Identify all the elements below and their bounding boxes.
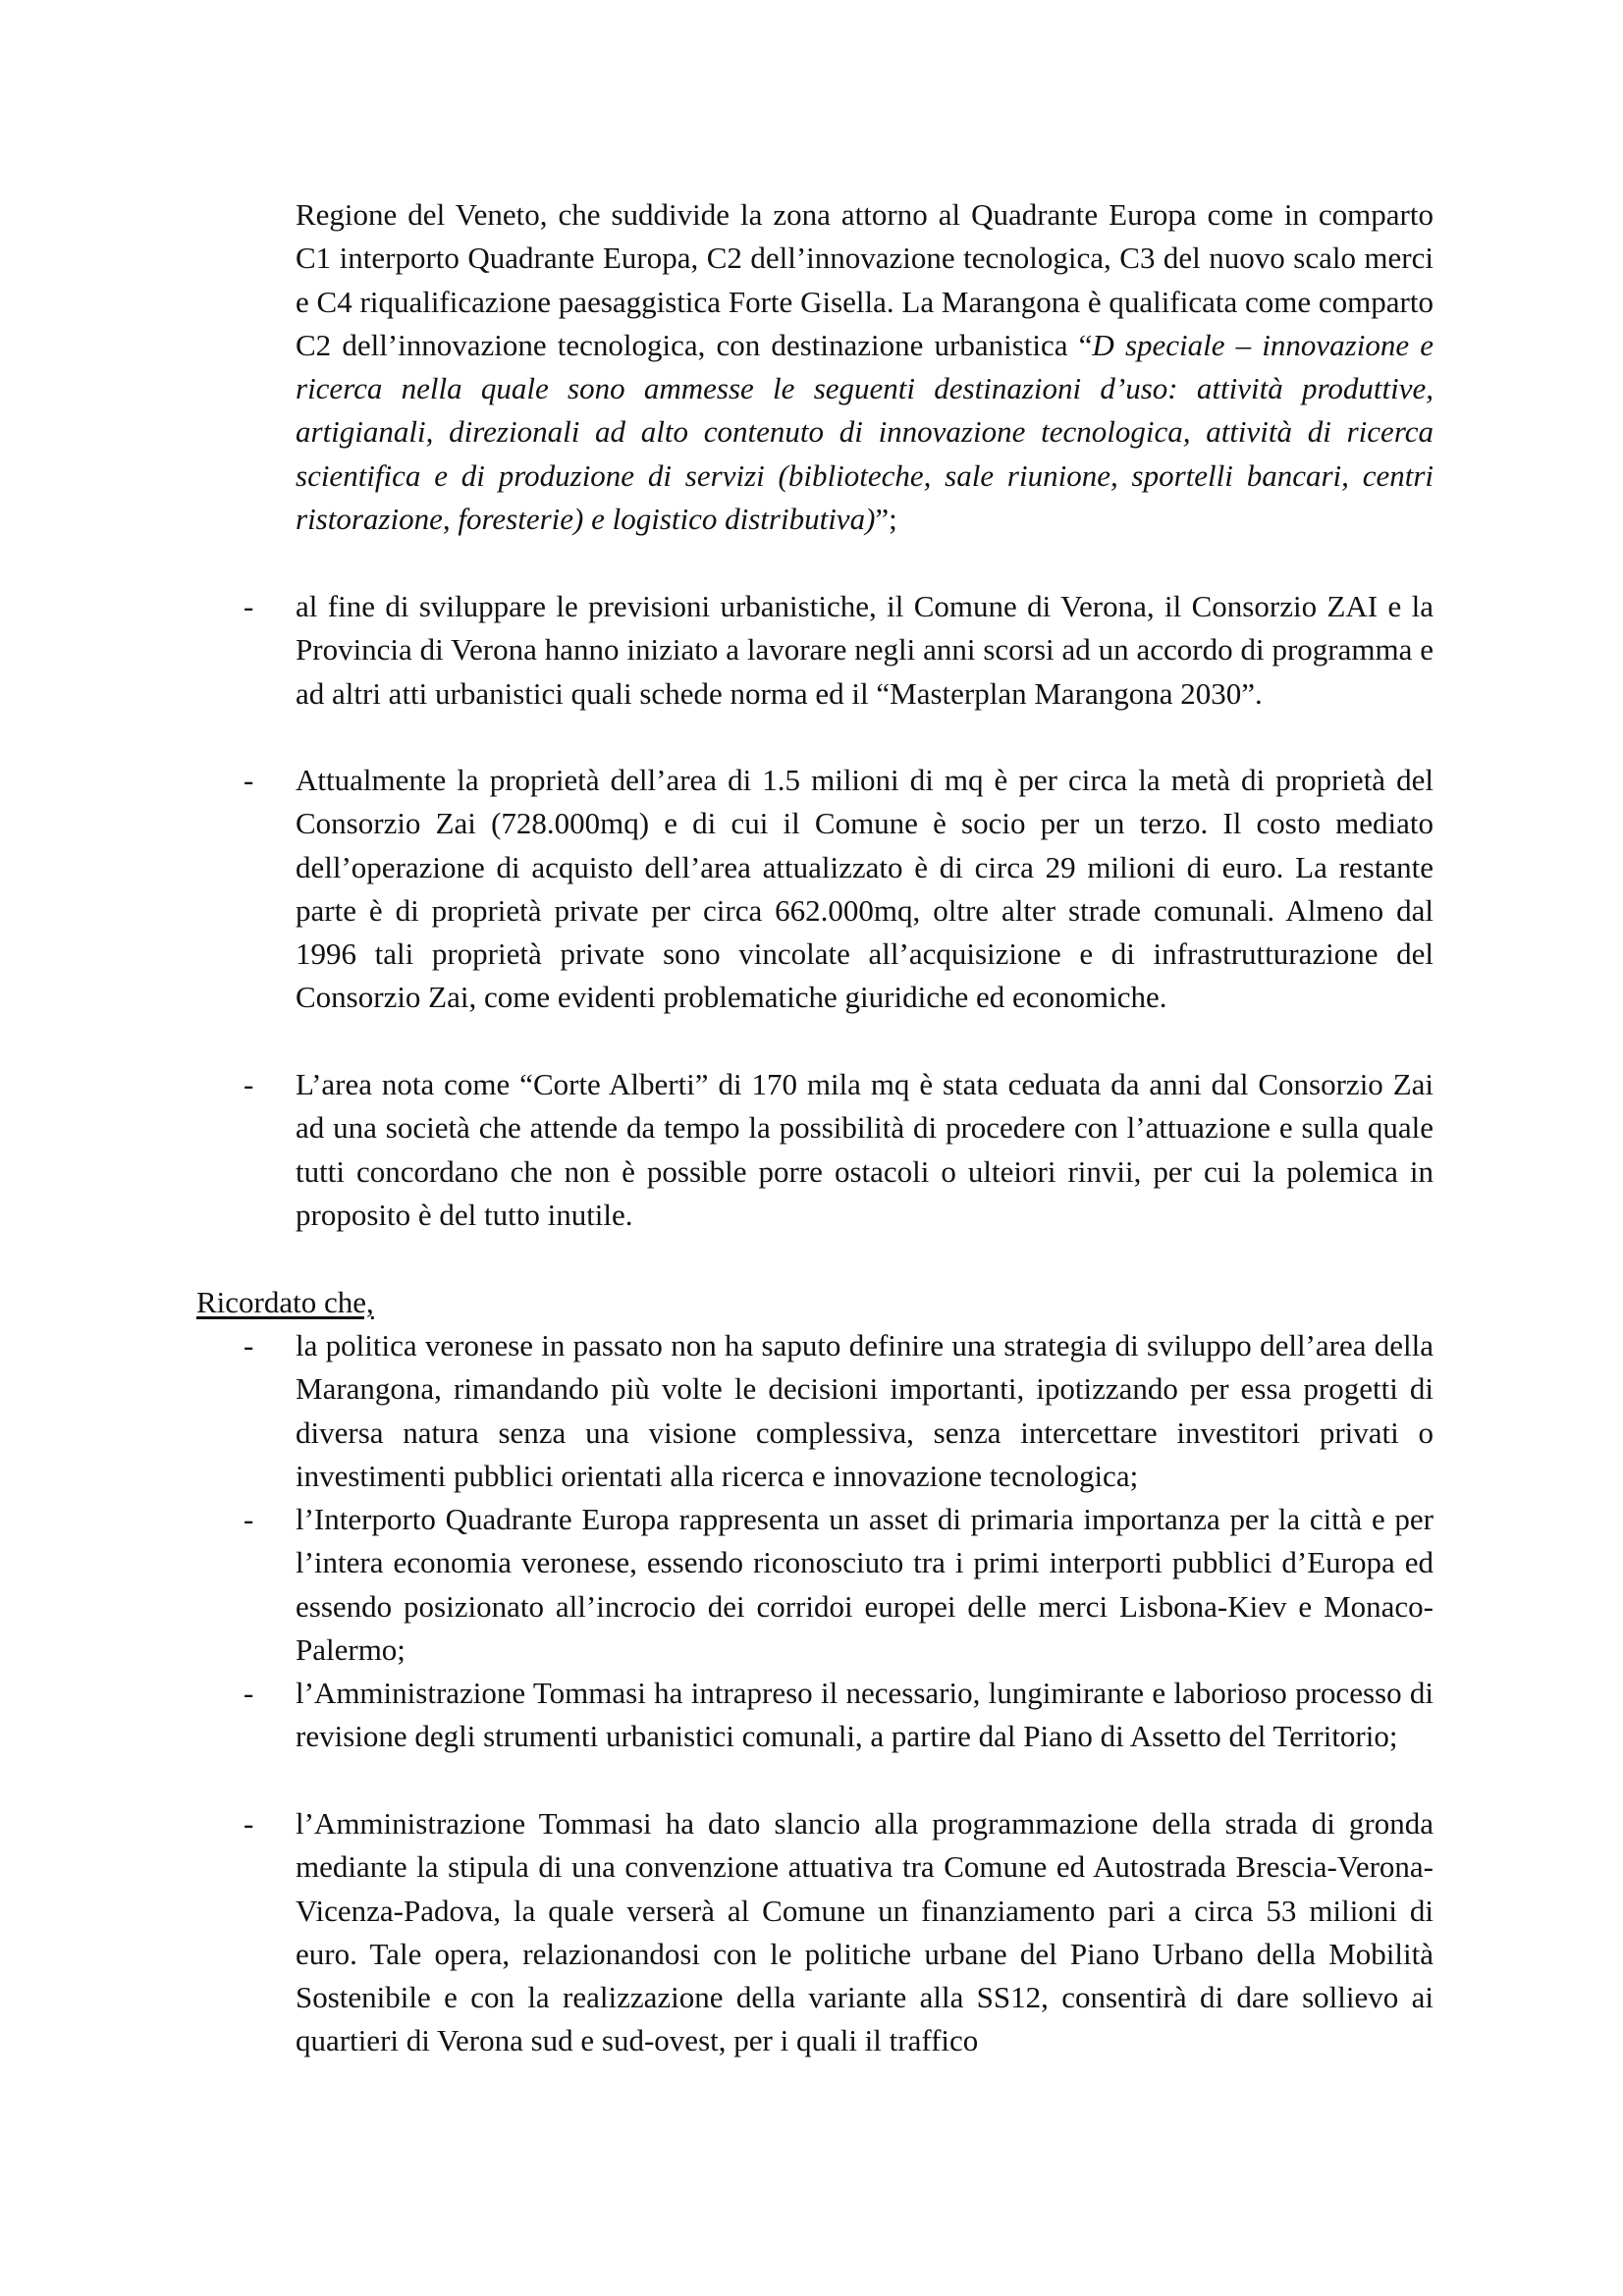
- list-bullet: -: [243, 1676, 254, 1710]
- list-item: Attualmente la proprietà dell’area di 1.5 milioni di mq è per circa la metà di proprietà del Consorzio Zai (728.000mq) e di cui il Comune è socio per un terzo. Il costo mediato dell’operazione di acquisto dell’area attualizzato è di circa 29 milioni di euro. La restante parte è di proprietà private per circa 662.000mq, oltre alter strade comunali. Almeno dal 1996 tali proprietà private sono vincolate all’acquisizione e di infrastrutturazione del Consorzio Zai, come evidenti problematiche giuridiche ed economiche.: [296, 763, 1434, 1015]
- list-bullet: -: [243, 763, 254, 797]
- list-bullet: -: [243, 1502, 254, 1536]
- list-item: al fine di sviluppare le previsioni urbanistiche, il Comune di Verona, il Consorzio ZAI e la Provincia di Verona hanno iniziato a lavorare negli anni scorsi ad un accordo di programma e ad altri atti urbanistici quali schede norma ed il “Masterplan Marangona 2030”.: [296, 589, 1434, 711]
- section-heading: Ricordato che,: [196, 1285, 374, 1319]
- list-bullet: -: [243, 589, 254, 623]
- list-bullet: -: [243, 1067, 254, 1101]
- intro-text-a: Regione del Veneto, che suddivide la zona attorno al Quadrante Europa come in comparto C1 interporto Quadrante Europa, C2 dell’innovazione tecnologica, C3 del nuovo scalo merci e C4 riqualificazione paesaggistica Forte Gisella. La Marangona è qualificata come comparto C2 dell’innovazione tecnologica, con destinazione urbanistica “: [296, 197, 1434, 362]
- intro-text-b: ”;: [875, 502, 897, 537]
- list-item: la politica veronese in passato non ha saputo definire una strategia di sviluppo dell’area della Marangona, rimandando più volte le decisioni importanti, ipotizzando per essa progetti di diversa natura senza una visione complessiva, senza intercettare investitori privati o investimenti pubblici orientati alla ricerca e innovazione tecnologica;: [296, 1328, 1434, 1493]
- list-item: l’Amministrazione Tommasi ha dato slancio alla programmazione della strada di gronda mediante la stipula di una convenzione attuativa tra Comune ed Autostrada Brescia-Verona-Vicenza-Padova, la quale verserà al Comune un finanziamento pari a circa 53 milioni di euro. Tale opera, relazionandosi con le politiche urbane del Piano Urbano della Mobilità Sostenibile e con la realizzazione della variante alla SS12, consentirà di dare sollievo ai quartieri di Verona sud e sud-ovest, per i quali il traffico: [296, 1806, 1434, 2058]
- intro-paragraph: [296, 193, 1434, 541]
- list-bullet: -: [243, 1806, 254, 1841]
- list-item: l’Amministrazione Tommasi ha intrapreso il necessario, lungimirante e laborioso processo di revisione degli strumenti urbanistici comunali, a partire dal Piano di Assetto del Territorio;: [296, 1676, 1434, 1754]
- intro-text-italic: D speciale – innovazione e ricerca nella quale sono ammesse le seguenti destinazioni d’uso: attività produttive, artigianali, direzionali ad alto contenuto di innovazione tecnologica, attività di ricerca scientifica e di produzione di servizi (biblioteche, sale riunione, sportelli bancari, centri ristorazione, foresterie) e logistico distributiva): [296, 327, 1434, 537]
- list-bullet: -: [243, 1328, 254, 1362]
- list-item: l’Interporto Quadrante Europa rappresenta un asset di primaria importanza per la città e per l’intera economia veronese, essendo riconosciuto tra i primi interporti pubblici d’Europa ed essendo posizionato all’incrocio dei corridoi europei delle merci Lisbona-Kiev e Monaco-Palermo;: [296, 1502, 1434, 1667]
- list-item: L’area nota come “Corte Alberti” di 170 mila mq è stata ceduata da anni dal Consorzio Zai ad una società che attende da tempo la possibilità di procedere con l’attuazione e sulla quale tutti concordano che non è possible porre ostacoli o ulteiori rinvii, per cui la polemica in proposito è del tutto inutile.: [296, 1067, 1434, 1232]
